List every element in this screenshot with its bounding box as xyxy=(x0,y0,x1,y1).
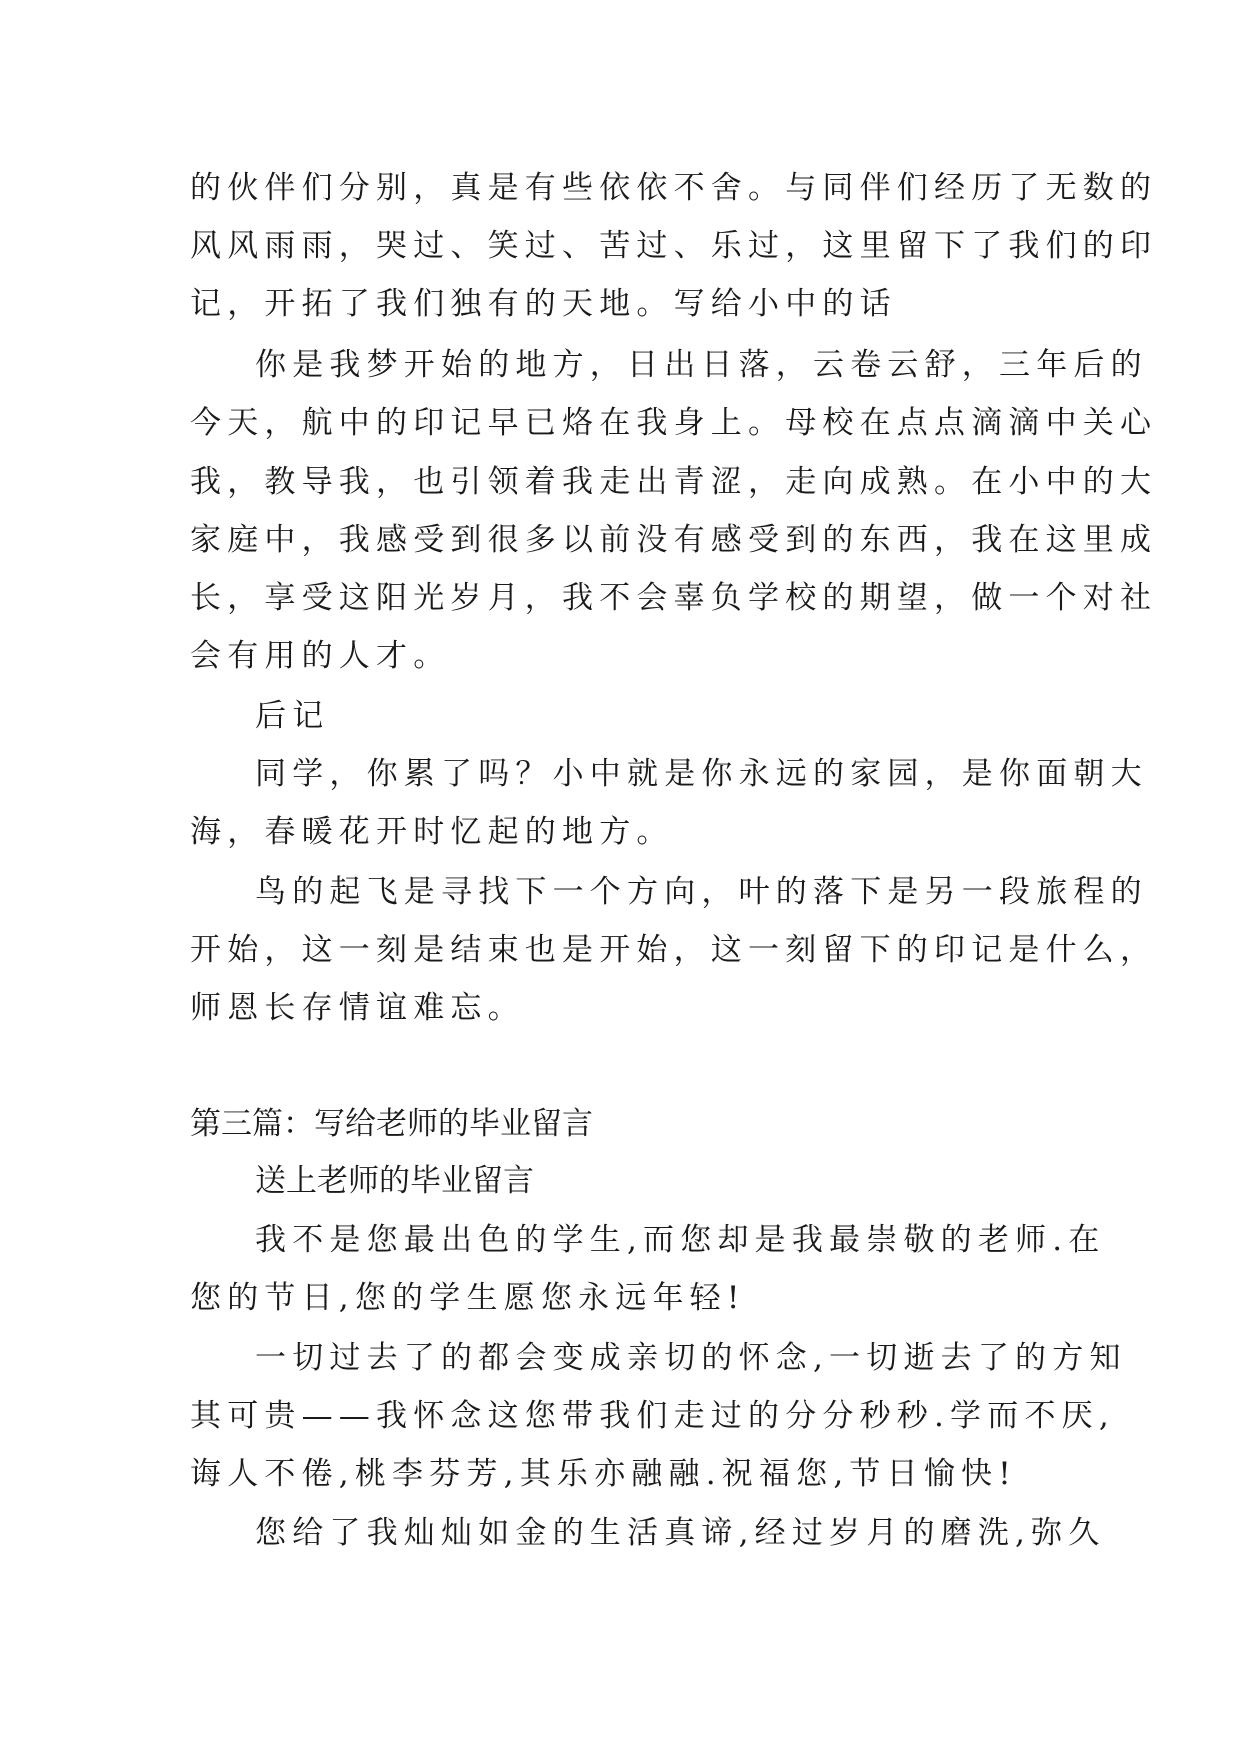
text-line: 你是我梦开始的地方，日出日落，云卷云舒，三年后的 xyxy=(255,347,1148,383)
text-line: 同学，你累了吗？小中就是你永远的家园，是你面朝大 xyxy=(255,756,1148,792)
text-line: 的伙伴们分别，真是有些依依不舍。与同伴们经历了无数的 xyxy=(190,170,1158,206)
text-line: 风风雨雨，哭过、笑过、苦过、乐过，这里留下了我们的印 xyxy=(190,228,1158,264)
subheading: 送上老师的毕业留言 xyxy=(255,1163,534,1199)
text-line: 今天，航中的印记早已烙在我身上。母校在点点滴滴中关心 xyxy=(190,405,1158,441)
text-line: 您的节日,您的学生愿您永远年轻! xyxy=(190,1280,746,1316)
text-line: 会有用的人才。 xyxy=(190,638,451,674)
text-line: 开始，这一刻是结束也是开始，这一刻留下的印记是什么， xyxy=(190,932,1158,968)
text-line: 师恩长存情谊难忘。 xyxy=(190,990,525,1026)
text-line: 鸟的起飞是寻找下一个方向，叶的落下是另一段旅程的 xyxy=(255,874,1148,910)
text-line: 其可贵——我怀念这您带我们走过的分分秒秒.学而不厌, xyxy=(190,1398,1115,1434)
text-line: 家庭中，我感受到很多以前没有感受到的东西，我在这里成 xyxy=(190,522,1158,558)
text-line: 我不是您最出色的学生,而您却是我最崇敬的老师.在 xyxy=(255,1222,1106,1258)
text-line: 诲人不倦,桃李芬芳,其乐亦融融.祝福您,节日愉快! xyxy=(190,1456,1017,1492)
text-line: 您给了我灿灿如金的生活真谛,经过岁月的磨洗,弥久 xyxy=(255,1515,1106,1551)
text-line: 长，享受这阳光岁月，我不会辜负学校的期望，做一个对社 xyxy=(190,580,1158,616)
text-line: 记，开拓了我们独有的天地。写给小中的话 xyxy=(190,286,897,322)
text-line: 我，教导我，也引领着我走出青涩，走向成熟。在小中的大 xyxy=(190,464,1158,500)
text-line: 一切过去了的都会变成亲切的怀念,一切逝去了的方知 xyxy=(255,1340,1127,1376)
text-line: 海，春暖花开时忆起的地方。 xyxy=(190,814,674,850)
section-heading: 后记 xyxy=(255,698,330,734)
chapter-title: 第三篇：写给老师的毕业留言 xyxy=(190,1106,593,1142)
